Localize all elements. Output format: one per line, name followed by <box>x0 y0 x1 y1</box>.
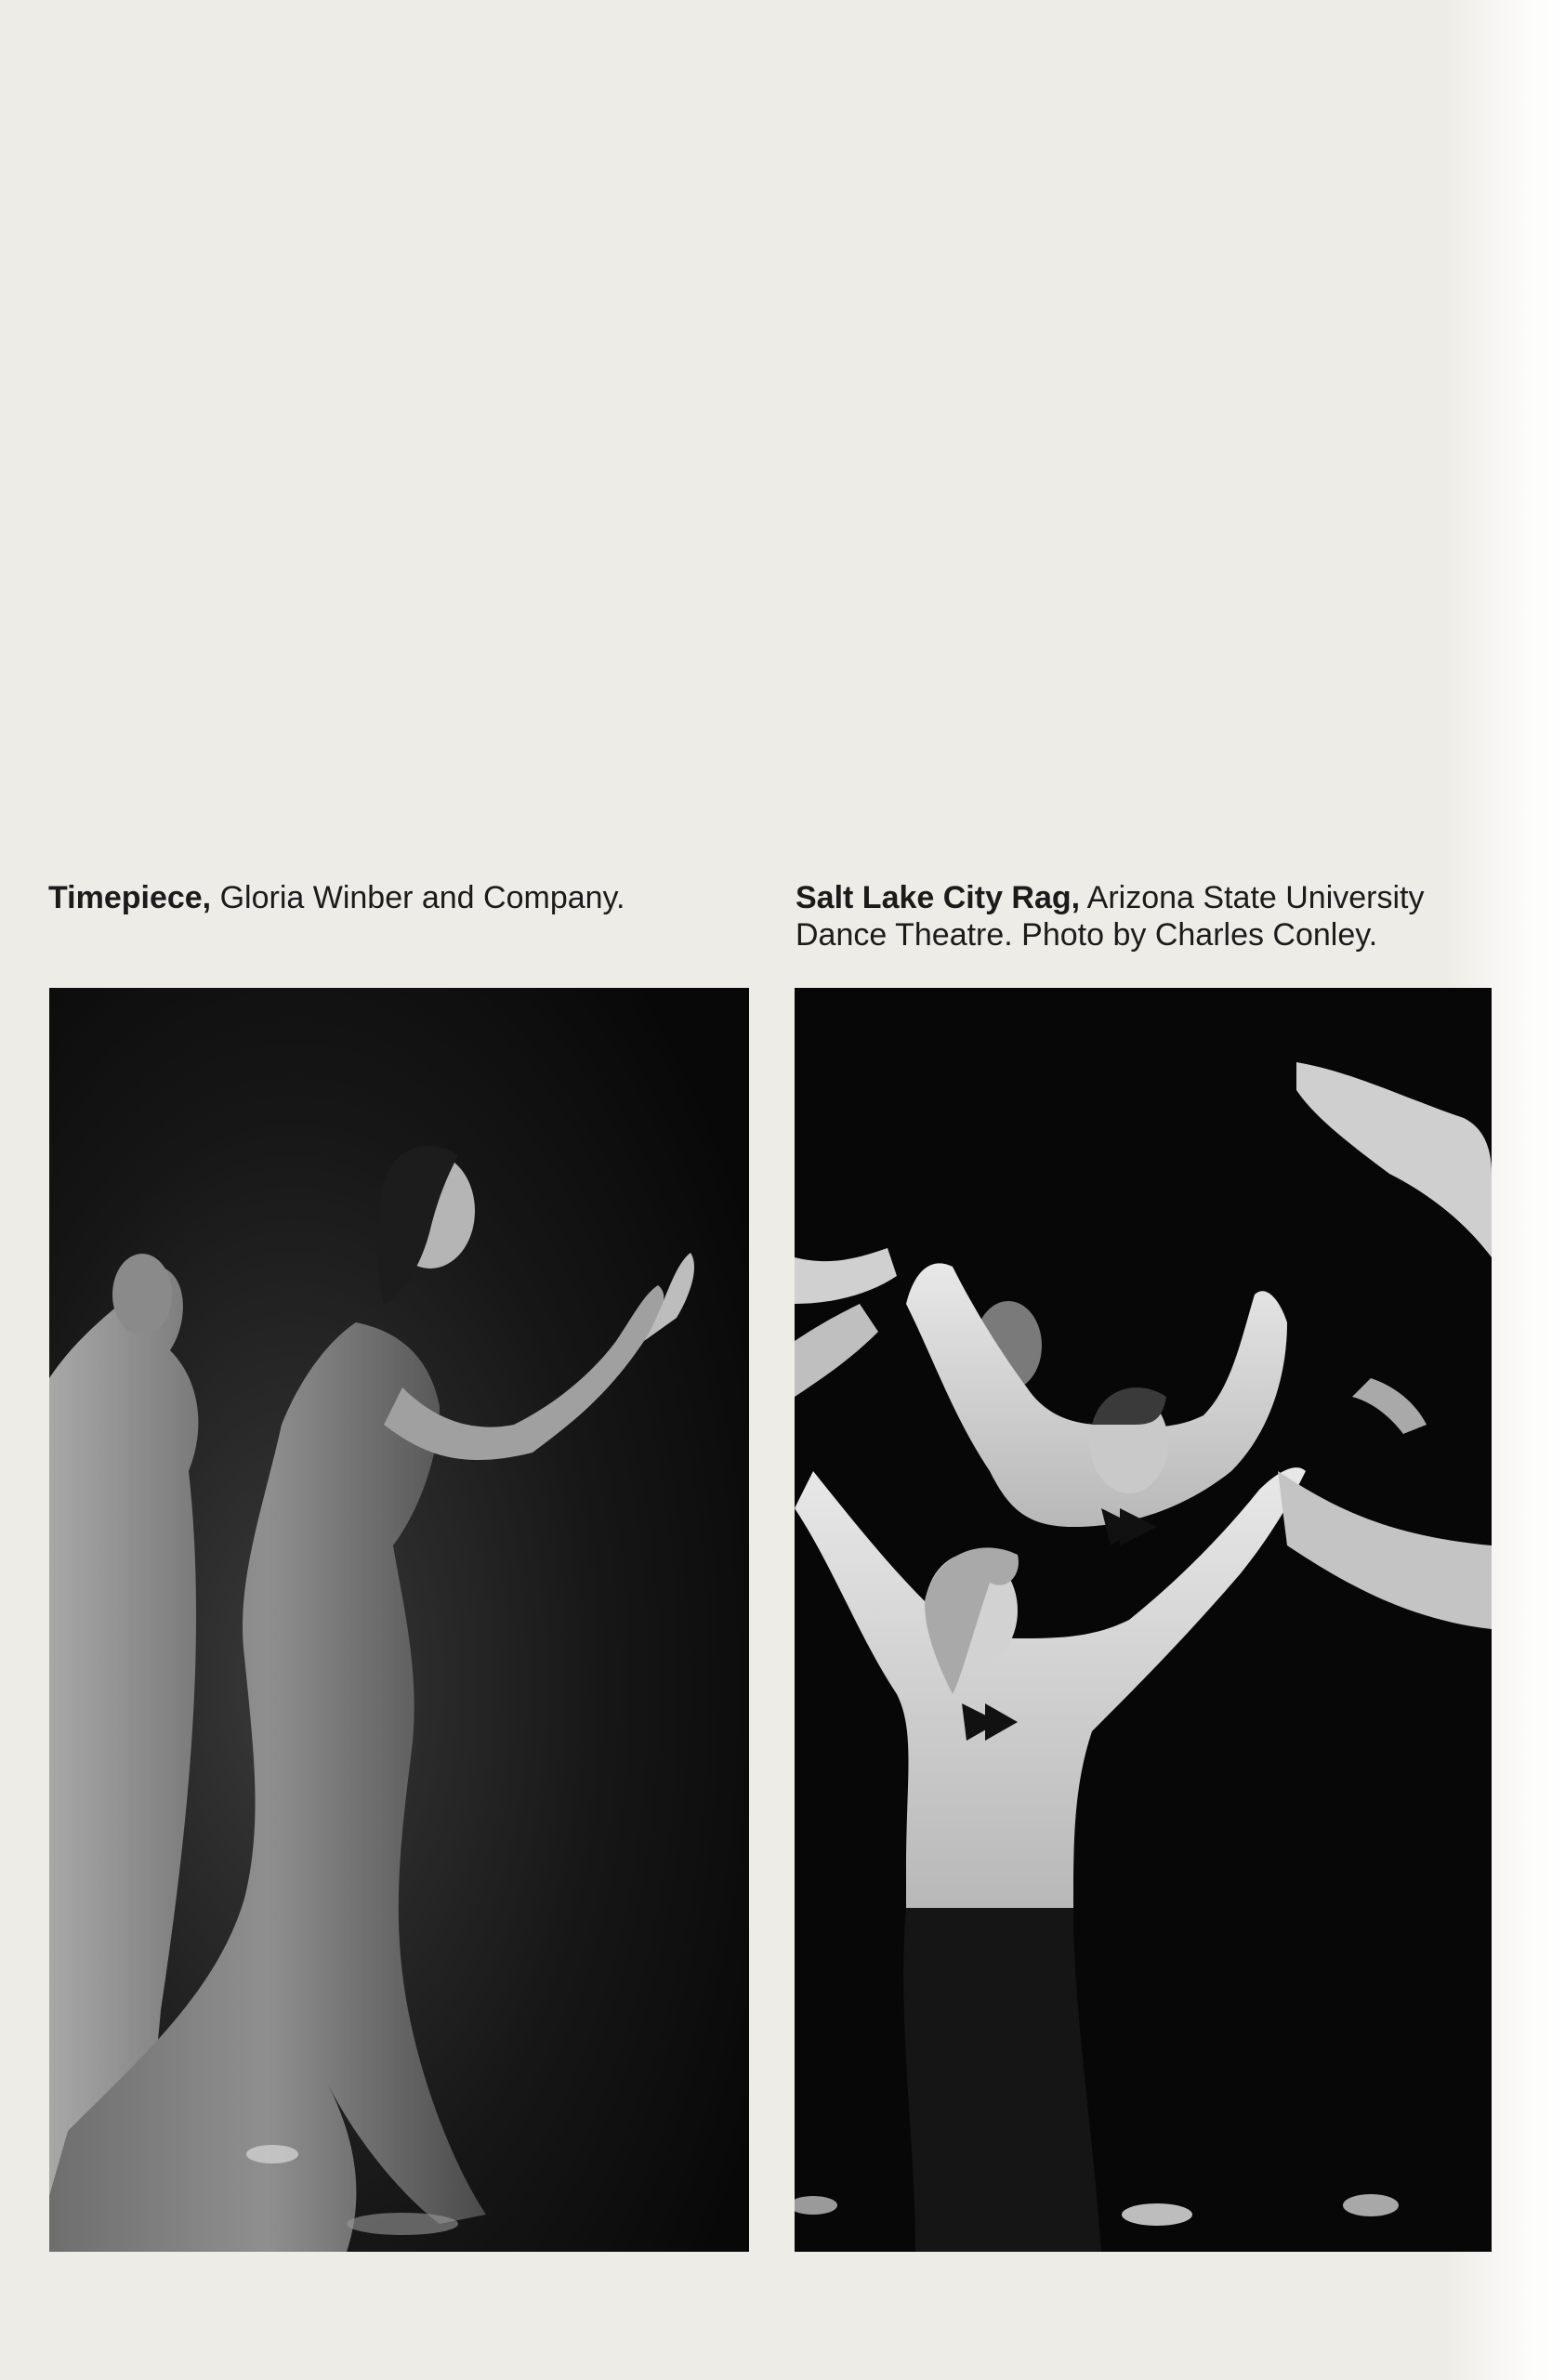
photo-timepiece-image <box>49 988 749 2252</box>
caption-salt-lake-city-rag <box>796 879 1502 953</box>
caption-salt-lake-title: Salt Lake City Rag, <box>796 880 1081 915</box>
caption-salt-lake-text-line1: Arizona State University <box>1080 880 1425 915</box>
photo-timepiece <box>49 988 749 2252</box>
caption-timepiece <box>48 879 755 916</box>
caption-timepiece-text: Gloria Winber and Company. <box>211 880 625 915</box>
photo-salt-lake-city-rag <box>795 988 1492 2252</box>
photo-salt-lake-image <box>795 988 1492 2252</box>
caption-timepiece-title: Timepiece, <box>48 880 212 915</box>
caption-salt-lake-text-line2: Dance Theatre. Photo by Charles Conley. <box>796 917 1378 953</box>
